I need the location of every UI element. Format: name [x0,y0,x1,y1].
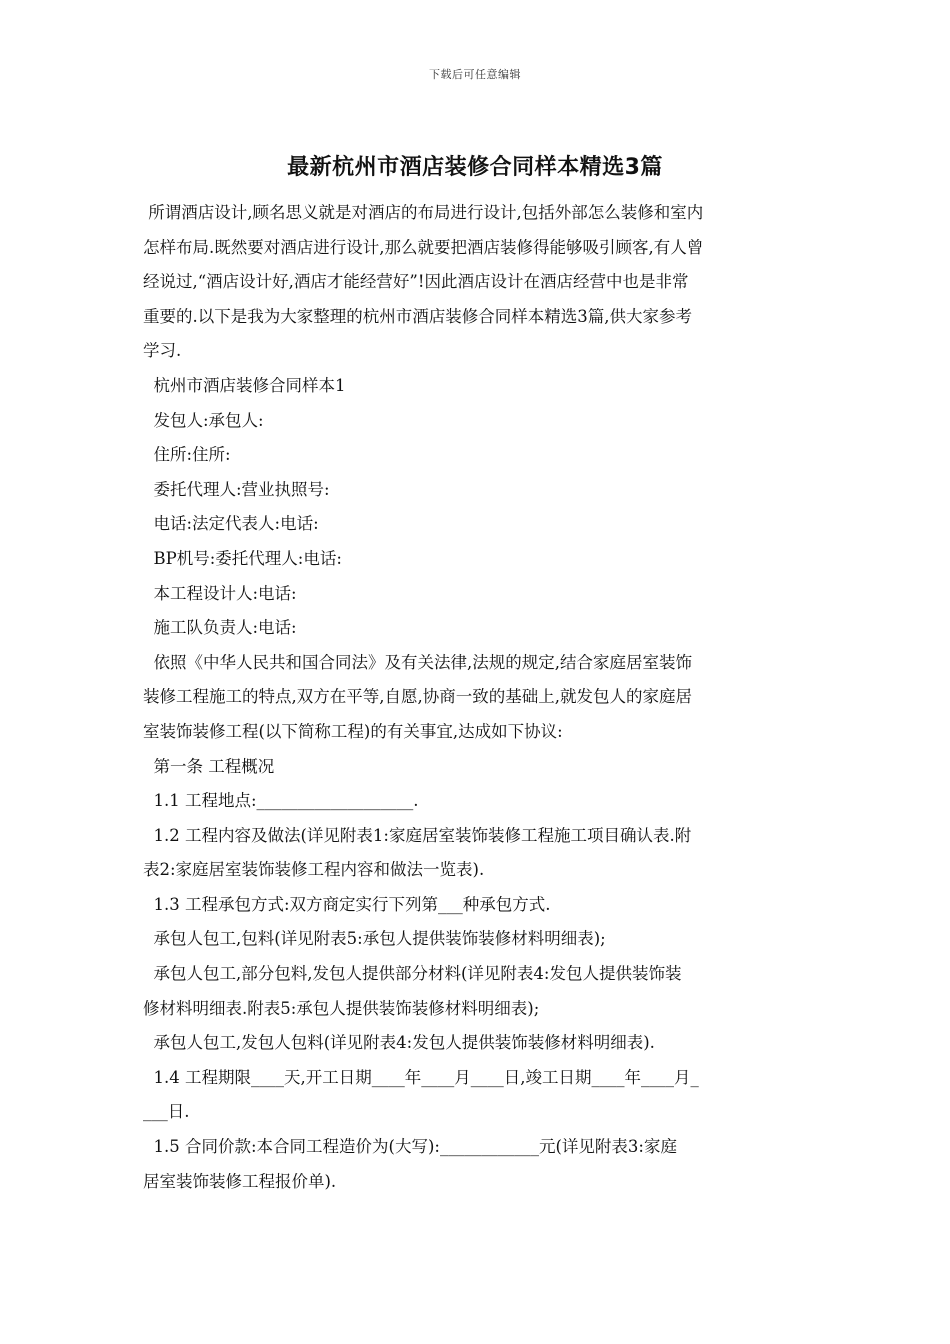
clause-line: 1.2 工程内容及做法(详见附表1:家庭居室装饰装修工程施工项目确认表.附 [143,825,692,845]
body-line: 经说过,“酒店设计好,酒店才能经营好”!因此酒店设计在酒店经营中也是非常 [143,272,689,292]
party-field: 发包人:承包人: [143,410,264,430]
body-line: 所谓酒店设计,顾名思义就是对酒店的布局进行设计,包括外部怎么装修和室内 [143,203,704,222]
clause-line: 承包人包工,包料(详见附表5:承包人提供装饰装修材料明细表); [143,929,606,949]
clause-line: 承包人包工,发包人包料(详见附表4:发包人提供装饰装修材料明细表). [143,1033,655,1053]
clause-line: 居室装饰装修工程报价单). [143,1171,337,1191]
body-line: 依照《中华人民共和国合同法》及有关法律,法规的规定,结合家庭居室装饰 [143,652,692,672]
party-field: 委托代理人:营业执照号: [143,479,330,499]
clause-line: 修材料明细表.附表5:承包人提供装饰装修材料明细表); [143,998,540,1018]
body-line: 学习. [143,341,182,361]
party-field: 施工队负责人:电话: [143,618,297,638]
section-heading: 杭州市酒店装修合同样本1 [143,375,346,395]
article-heading: 第一条 工程概况 [143,756,275,776]
clause-line: 1.4 工程期限____天,开工日期____年____月____日,竣工日期____年____月_ [143,1067,699,1087]
party-field: 住所:住所: [143,445,231,465]
body-line: 装修工程施工的特点,双方在平等,自愿,协商一致的基础上,就发包人的家庭居 [143,687,692,707]
clause-line: 表2:家庭居室装饰装修工程内容和做法一览表). [143,860,485,880]
party-field: 电话:法定代表人:电话: [143,514,319,534]
clause-line: ___日. [143,1102,190,1122]
party-field: BP机号:委托代理人:电话: [143,548,342,568]
clause-line: 1.3 工程承包方式:双方商定实行下列第___种承包方式. [143,894,551,914]
document-body [143,196,809,1199]
body-line: 室装饰装修工程(以下简称工程)的有关事宜,达成如下协议: [143,721,563,741]
clause-line: 1.5 合同价款:本合同工程造价为(大写):____________元(详见附表3:家庭 [143,1137,677,1157]
header-note: 下载后可任意编辑 [429,68,521,81]
clause-line: 承包人包工,部分包料,发包人提供部分材料(详见附表4:发包人提供装饰装 [143,964,682,984]
document-title: 最新杭州市酒店装修合同样本精选3篇 [287,155,663,180]
body-line: 重要的.以下是我为大家整理的杭州市酒店装修合同样本精选3篇,供大家参考 [143,306,692,326]
clause-line: 1.1 工程地点:___________________. [143,791,419,811]
body-line: 怎样布局.既然要对酒店进行设计,那么就要把酒店装修得能够吸引顾客,有人曾 [143,237,704,257]
party-field: 本工程设计人:电话: [143,583,297,603]
